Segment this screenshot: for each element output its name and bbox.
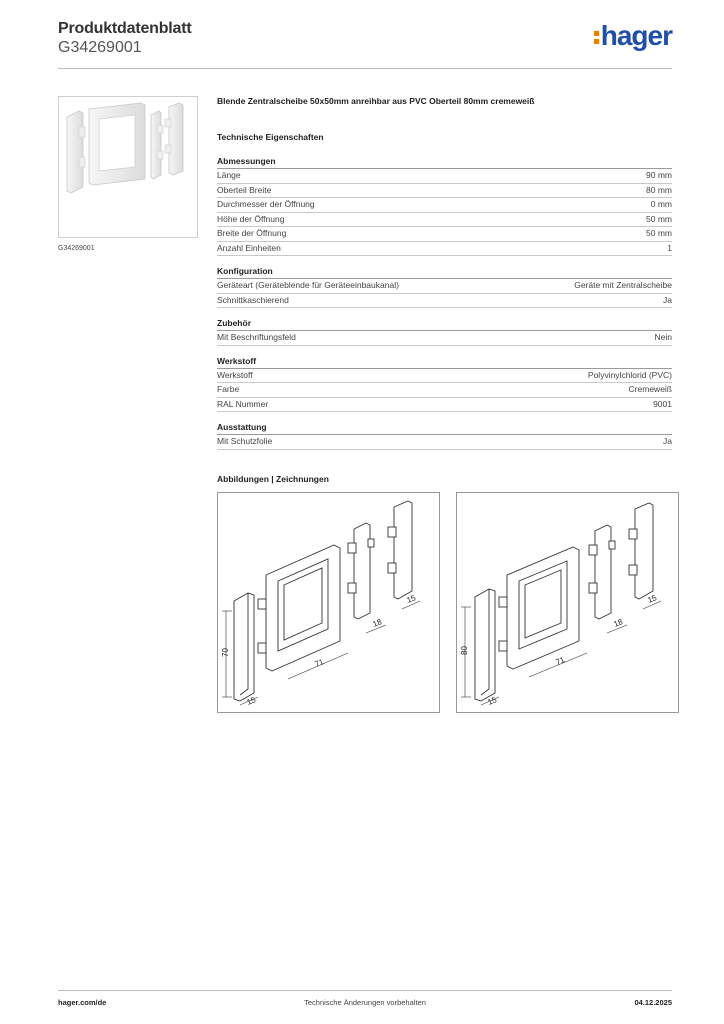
footer-website-link[interactable]: hager.com/de: [58, 998, 107, 1007]
dimension-drawing-icon: [218, 493, 439, 712]
property-value: 9001: [653, 398, 672, 409]
figures-heading: Abbildungen | Zeichnungen: [217, 474, 329, 484]
property-row: [217, 369, 672, 384]
dim-width-label: 71: [313, 657, 326, 669]
hager-logo: [594, 20, 672, 52]
property-row: [217, 279, 672, 294]
dim-height-label: 70: [221, 648, 230, 657]
property-row: [217, 213, 672, 228]
property-group: [217, 356, 672, 413]
property-row: [217, 227, 672, 242]
property-row: [217, 198, 672, 213]
property-value: 50 mm: [646, 228, 672, 238]
dim-end-label: 15: [405, 593, 418, 605]
property-row: [217, 184, 672, 199]
footer-divider: [58, 990, 672, 991]
property-label: Länge: [217, 170, 241, 180]
property-label: Schnittkaschierend: [217, 294, 289, 305]
property-row: [217, 435, 672, 450]
property-row: [217, 294, 672, 309]
property-row: [217, 169, 672, 184]
technical-drawing-left: [217, 492, 440, 713]
product-thumbnail: [58, 96, 198, 238]
thumbnail-caption: G34269001: [58, 245, 95, 252]
dim-end-label: 15: [646, 593, 659, 605]
dimension-drawing-icon: [457, 493, 678, 712]
property-label: Durchmesser der Öffnung: [217, 199, 315, 209]
product-number: G34269001: [58, 39, 142, 56]
property-row: [217, 383, 672, 398]
property-group: [217, 266, 672, 308]
page-header: [58, 20, 672, 70]
property-value: Geräte mit Zentralscheibe: [574, 280, 672, 290]
property-value: Cremeweiß: [628, 384, 672, 394]
dim-height-label: 80: [460, 646, 469, 655]
property-label: Mit Schutzfolie: [217, 436, 273, 446]
document-title: Produktdatenblatt: [58, 20, 192, 37]
property-groups: [217, 156, 672, 450]
property-label: Mit Beschriftungsfeld: [217, 332, 296, 342]
group-heading: Werkstoff: [217, 356, 672, 369]
footer-notice: Technische Änderungen vorbehalten: [304, 998, 426, 1007]
property-row: [217, 242, 672, 257]
dim-gap-label: 18: [612, 617, 625, 629]
property-label: Geräteart (Geräteblende für Geräteeinbaukanal): [217, 280, 399, 290]
technical-properties-heading: Technische Eigenschaften: [217, 132, 324, 142]
property-group: [217, 318, 672, 346]
footer-date: 04.12.2025: [634, 998, 672, 1007]
logo-dots-icon: [594, 28, 599, 47]
property-label: Werkstoff: [217, 369, 253, 380]
property-value: 1: [667, 242, 672, 253]
group-heading: Ausstattung: [217, 422, 672, 435]
property-value: 0 mm: [650, 199, 672, 209]
property-value: Ja: [663, 294, 672, 305]
property-label: Breite der Öffnung: [217, 228, 287, 238]
property-row: [217, 331, 672, 346]
group-heading: Zubehör: [217, 318, 672, 331]
property-label: Oberteil Breite: [217, 184, 272, 195]
dim-side-label: 15: [245, 695, 258, 707]
property-label: Anzahl Einheiten: [217, 242, 281, 253]
technical-drawing-right: [456, 492, 679, 713]
property-value: Nein: [654, 332, 672, 342]
logo-text: hager: [600, 20, 672, 51]
header-divider: [58, 68, 672, 69]
property-value: 90 mm: [646, 170, 672, 180]
property-label: Farbe: [217, 384, 240, 394]
property-value: 80 mm: [646, 184, 672, 195]
dim-gap-label: 18: [371, 617, 384, 629]
group-heading: Konfiguration: [217, 266, 672, 279]
product-title: Blende Zentralscheibe 50x50mm anreihbar aus PVC Oberteil 80mm cremeweiß: [217, 96, 535, 106]
group-heading: Abmessungen: [217, 156, 672, 169]
dim-side-label: 15: [486, 695, 499, 707]
product-photo-icon: [59, 97, 197, 237]
property-row: [217, 398, 672, 413]
property-group: [217, 422, 672, 450]
property-label: Höhe der Öffnung: [217, 213, 285, 224]
property-group: [217, 156, 672, 256]
dim-width-label: 71: [554, 655, 567, 667]
specification-section: [217, 96, 672, 450]
property-value: 50 mm: [646, 213, 672, 224]
property-value: Ja: [663, 436, 672, 446]
property-label: RAL Nummer: [217, 398, 269, 409]
property-value: Polyvinylchlorid (PVC): [587, 369, 672, 380]
